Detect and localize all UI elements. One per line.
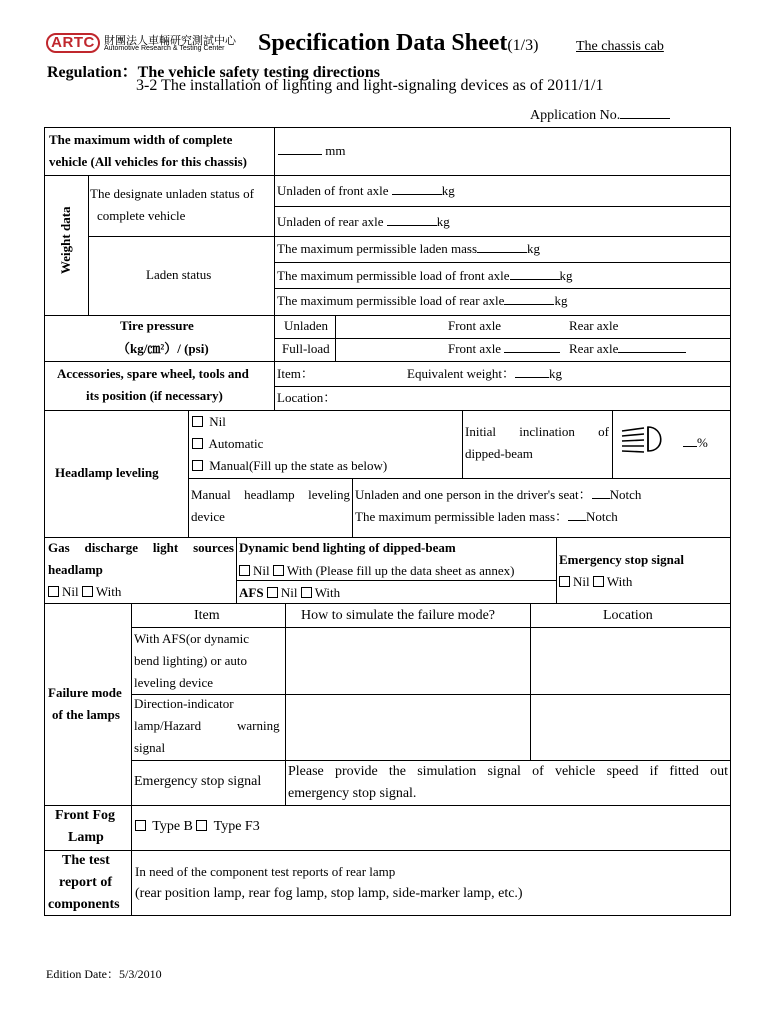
max-front-load-field[interactable]: [277, 265, 573, 287]
page-title: [258, 30, 538, 57]
logo-badge: ARTC: [46, 33, 100, 53]
col-divider: [612, 410, 613, 478]
emergency-with-checkbox[interactable]: [593, 576, 604, 587]
failure-row2-line3: signal: [134, 740, 166, 755]
failure-row3-note-line2: emergency stop signal.: [288, 786, 417, 801]
gas-discharge-options[interactable]: [48, 581, 121, 603]
row-divider: [44, 805, 731, 806]
unladen-front-axle-field[interactable]: [277, 180, 455, 202]
failure-mode-label-line2: of the lamps: [52, 707, 120, 722]
unladen-notch-field[interactable]: [355, 484, 641, 506]
unladen-rear-axle-label: Unladen of rear axle: [277, 214, 384, 229]
title-text: Specification Data Sheet: [258, 30, 508, 56]
emergency-stop-title: Emergency stop signal: [559, 552, 684, 567]
bend-nil-label: Nil: [253, 563, 270, 578]
unladen-front-axle-label: Unladen of front axle: [277, 183, 389, 198]
headlamp-leveling-label: Headlamp leveling: [55, 465, 159, 480]
laden-notch-blank[interactable]: [568, 508, 586, 521]
type-f3-label: Type F3: [213, 819, 260, 834]
kg-unit: kg: [554, 293, 568, 308]
tire-pressure-label: Tire pressure: [120, 318, 194, 333]
row-divider: [188, 478, 731, 479]
notch-unit: Notch: [586, 509, 618, 524]
unladen-status-line2: complete vehicle: [97, 208, 186, 223]
afs-label: AFS: [239, 585, 264, 600]
row-divider: [274, 288, 731, 289]
max-front-load-blank[interactable]: [510, 267, 560, 280]
col-divider: [556, 537, 557, 603]
front-fog-label-line1: Front Fog: [55, 808, 116, 823]
manual-leveling-line2: device: [191, 509, 225, 524]
emergency-stop-options[interactable]: [559, 571, 632, 593]
dynamic-bend-title: Dynamic bend lighting of dipped-beam: [239, 540, 456, 555]
col-divider: [88, 175, 89, 315]
percent-sign: %: [697, 435, 708, 450]
emergency-nil-label: Nil: [573, 574, 590, 589]
type-b-label: Type B: [152, 819, 193, 834]
failure-row1-line2: bend lighting) or auto: [134, 653, 248, 668]
laden-notch-label: The maximum permissible laden mass：: [355, 509, 569, 524]
row-divider: [44, 410, 731, 411]
bend-with-label: With (Please fill up the data sheet as annex): [286, 563, 515, 578]
logo-chinese-name: 財團法人車輛研究測試中心: [104, 34, 236, 47]
max-rear-load-label: The maximum permissible load of rear axle: [277, 293, 505, 308]
col-divider: [335, 315, 336, 361]
kg-unit: kg: [436, 214, 450, 229]
manual-label: Manual(Fill up the state as below): [209, 458, 388, 473]
afs-with-checkbox[interactable]: [301, 587, 312, 598]
failure-row1-line3: leveling device: [134, 675, 214, 690]
tire-unladen-front-axle: Front axle: [448, 318, 502, 333]
failure-row2-location-cell[interactable]: [531, 695, 731, 760]
headlamp-option-nil[interactable]: [192, 411, 226, 433]
manual-checkbox[interactable]: [192, 460, 203, 471]
afs-nil-label: Nil: [280, 585, 298, 600]
afs-options[interactable]: [239, 582, 340, 604]
headlamp-option-automatic[interactable]: [192, 433, 263, 455]
col-header-location: Location: [603, 608, 653, 623]
max-width-field[interactable]: [278, 140, 345, 162]
afs-with-label: With: [314, 585, 341, 600]
max-laden-mass-field[interactable]: [277, 238, 540, 260]
max-width-unit: mm: [325, 143, 346, 158]
failure-row2-how-cell[interactable]: [286, 695, 530, 760]
application-no-blank[interactable]: [620, 107, 670, 119]
max-rear-load-blank[interactable]: [504, 292, 554, 305]
artc-logo: [46, 33, 246, 55]
vehicle-type: The chassis cab: [576, 39, 664, 54]
row-divider: [44, 850, 731, 851]
accessories-item-field[interactable]: Item：: [277, 366, 314, 381]
failure-row2-line1: Direction-indicator: [134, 696, 234, 711]
automatic-label: Automatic: [208, 436, 264, 451]
accessories-label-line1: Accessories, spare wheel, tools and: [57, 366, 249, 381]
initial-inclination-line1: Initial inclination of: [465, 424, 609, 439]
tire-full-load-rear-blank[interactable]: [618, 340, 686, 353]
kg-unit: kg: [441, 183, 455, 198]
failure-row3-label: Emergency stop signal: [134, 774, 262, 789]
failure-row1-location-cell[interactable]: [531, 628, 731, 694]
accessories-location-field[interactable]: Location：: [277, 390, 337, 405]
tire-full-load-rear-label: Rear axle: [569, 341, 619, 356]
col-header-how: How to simulate the failure mode?: [301, 608, 495, 623]
page-number: (1/3): [507, 37, 539, 54]
emergency-nil-checkbox[interactable]: [559, 576, 570, 587]
gas-nil-checkbox[interactable]: [48, 586, 59, 597]
emergency-with-label: With: [606, 574, 633, 589]
header: [46, 30, 736, 130]
row-divider: [274, 206, 731, 207]
test-report-text-line1: In need of the component test reports of rear lamp: [135, 864, 396, 879]
col-divider: [131, 603, 132, 916]
kg-unit: kg: [527, 241, 541, 256]
laden-notch-field[interactable]: [355, 506, 618, 528]
type-f3-checkbox[interactable]: [196, 820, 207, 831]
failure-row2-line2a: lamp/Hazard: [134, 718, 202, 733]
bend-nil-checkbox[interactable]: [239, 565, 250, 576]
tire-full-load-front-label: Front axle: [448, 341, 502, 356]
tire-unladen-label: Unladen: [284, 318, 329, 333]
nil-checkbox[interactable]: [192, 416, 203, 427]
col-divider: [352, 478, 353, 537]
gas-discharge-line1: Gas discharge light sources: [48, 540, 234, 555]
unladen-status-line1: The designate unladen status of: [90, 186, 254, 201]
col-divider: [236, 537, 237, 603]
max-width-label-line2: vehicle (All vehicles for this chassis): [49, 154, 247, 169]
gas-with-label: With: [95, 584, 122, 599]
manual-leveling-line1: Manual headlamp leveling: [191, 487, 350, 502]
notch-unit: Notch: [609, 487, 642, 502]
max-laden-mass-label: The maximum permissible laden mass: [277, 241, 478, 256]
regulation-line: Regulation：The vehicle safety testing directions: [47, 64, 381, 81]
subtitle: 3-2 The installation of lighting and light-signaling devices as of 2011/1/1: [136, 77, 604, 94]
row-divider: [274, 386, 731, 387]
gas-discharge-line2: headlamp: [48, 562, 103, 577]
col-divider: [188, 410, 189, 537]
laden-status-label: Laden status: [146, 267, 212, 282]
inclination-blank[interactable]: [683, 434, 697, 447]
dipped-beam-icon: [620, 424, 670, 454]
test-report-label-line3: components: [48, 897, 120, 912]
max-rear-load-field[interactable]: [277, 290, 567, 312]
equivalent-weight-blank[interactable]: [515, 365, 549, 378]
unladen-front-axle-blank[interactable]: [392, 182, 442, 195]
row-divider: [44, 175, 731, 176]
equivalent-weight-field[interactable]: [407, 363, 562, 385]
failure-row1-line1: With AFS(or dynamic: [134, 631, 250, 646]
fog-type-options[interactable]: [135, 816, 260, 838]
tire-full-load-front-field[interactable]: [448, 338, 560, 360]
row-divider: [88, 236, 731, 237]
application-no-label: Application No.: [530, 108, 621, 123]
weight-data-label: Weight data: [58, 206, 73, 274]
nil-label: Nil: [209, 414, 226, 429]
unladen-notch-blank[interactable]: [592, 486, 610, 499]
kg-unit: kg: [559, 268, 573, 283]
unladen-rear-axle-blank[interactable]: [387, 213, 437, 226]
logo-english-name: Automotive Research & Testing Center: [104, 45, 225, 52]
max-width-blank[interactable]: [278, 142, 322, 155]
tire-unladen-rear-axle: Rear axle: [569, 318, 619, 333]
failure-row3-note-line1: Please provide the simulation signal of vehicle speed if fitted out: [288, 764, 728, 779]
test-report-label-line2: report of: [59, 875, 112, 890]
unladen-notch-label: Unladen and one person in the driver's seat：: [355, 487, 592, 502]
type-b-checkbox[interactable]: [135, 820, 146, 831]
kg-unit: kg: [548, 366, 562, 381]
test-report-label-line1: The test: [62, 853, 110, 868]
row-divider: [44, 603, 731, 604]
tire-pressure-units: （kg/㎝²）/ (psi): [117, 341, 209, 356]
accessories-label-line2: its position (if necessary): [86, 388, 223, 403]
max-laden-mass-blank[interactable]: [477, 240, 527, 253]
bend-with-checkbox[interactable]: [273, 565, 284, 576]
col-divider: [462, 410, 463, 478]
gas-with-checkbox[interactable]: [82, 586, 93, 597]
headlamp-option-manual[interactable]: [192, 455, 387, 477]
gas-nil-label: Nil: [62, 584, 79, 599]
failure-mode-label-line1: Failure mode: [48, 685, 122, 700]
inclination-percent-field[interactable]: [683, 432, 708, 454]
failure-row1-how-cell[interactable]: [286, 628, 530, 694]
dynamic-bend-options[interactable]: [239, 560, 515, 582]
front-fog-label-line2: Lamp: [68, 830, 104, 845]
row-divider: [274, 262, 731, 263]
unladen-rear-axle-field[interactable]: [277, 211, 450, 233]
equivalent-weight-label: Equivalent weight：: [407, 366, 515, 381]
failure-row2-line2b: warning: [237, 718, 280, 733]
col-divider: [274, 127, 275, 410]
max-width-label-line1: The maximum width of complete: [49, 132, 233, 147]
initial-inclination-line2: dipped-beam: [465, 446, 533, 461]
test-report-text-line2: (rear position lamp, rear fog lamp, stop lamp, side-marker lamp, etc.): [135, 886, 523, 901]
application-number: [530, 107, 670, 124]
tire-full-load-rear-field[interactable]: [569, 338, 686, 360]
afs-nil-checkbox[interactable]: [267, 587, 278, 598]
tire-full-load-label: Full-load: [282, 341, 330, 356]
row-divider: [44, 361, 731, 362]
tire-full-load-front-blank[interactable]: [504, 340, 560, 353]
max-front-load-label: The maximum permissible load of front axle: [277, 268, 510, 283]
col-header-item: Item: [194, 608, 220, 623]
edition-date: Edition Date：5/3/2010: [46, 967, 162, 981]
automatic-checkbox[interactable]: [192, 438, 203, 449]
